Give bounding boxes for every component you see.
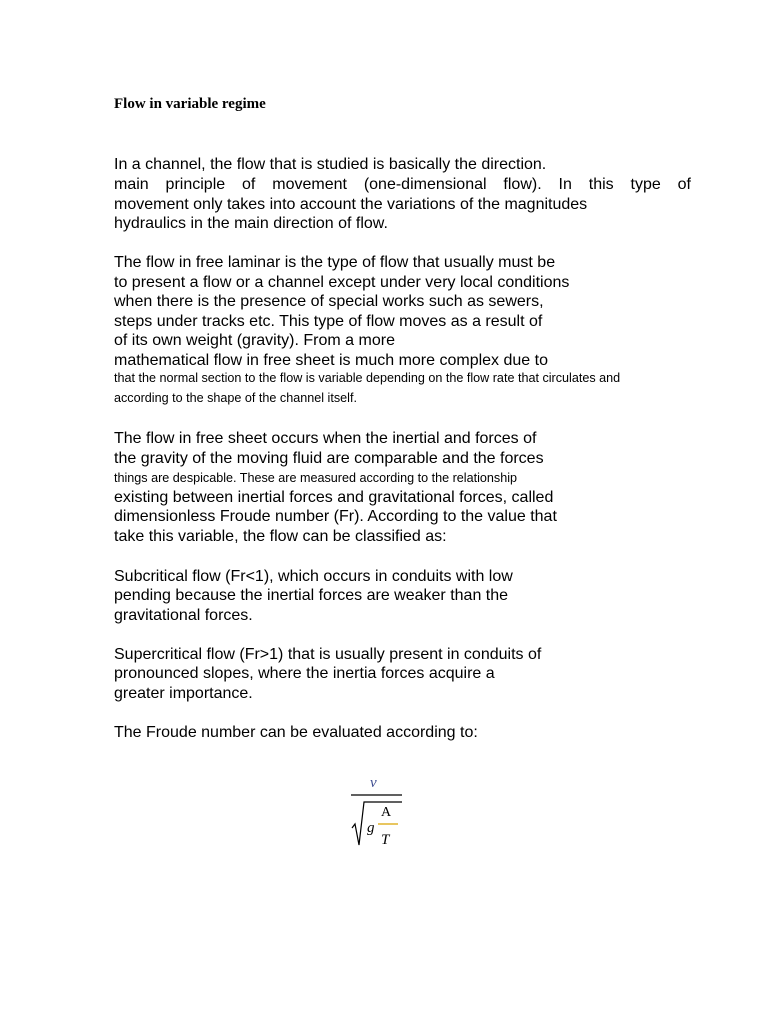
paragraph-3-line-2: the gravity of the moving fluid are comparable and the forces — [114, 450, 544, 467]
paragraph-1-line-4: hydraulics in the main direction of flow. — [114, 215, 388, 232]
paragraph-3-line-1: The flow in free sheet occurs when the inertial and forces of — [114, 430, 537, 447]
paragraph-2-line-5: of its own weight (gravity). From a more — [114, 332, 395, 349]
paragraph-3-line-3: things are despicable. These are measured according to the relationship — [114, 471, 518, 485]
paragraph-2-line-8: according to the shape of the channel itself. — [114, 391, 357, 405]
paragraph-2-line-1: The flow in free laminar is the type of flow that usually must be — [114, 254, 556, 271]
paragraph-1-line-2: main principle of movement (one-dimensional flow). In this type of — [114, 176, 691, 193]
paragraph-2-line-2: to present a flow or a channel except under very local conditions — [114, 274, 570, 291]
paragraph-5-line-2: pronounced slopes, where the inertia forces acquire a — [114, 665, 495, 682]
paragraph-6-line-1: The Froude number can be evaluated according to: — [114, 724, 478, 741]
paragraph-4-line-3: gravitational forces. — [114, 607, 253, 624]
paragraph-2-line-7: that the normal section to the flow is variable depending on the flow rate that circulates and — [114, 371, 621, 385]
paragraph-2-line-4: steps under tracks etc. This type of flow moves as a result of — [114, 313, 543, 330]
paragraph-2-line-6: mathematical flow in free sheet is much more complex due to — [114, 352, 548, 369]
formula-area: A — [381, 805, 392, 820]
paragraph-3-line-6: take this variable, the flow can be classified as: — [114, 528, 447, 545]
paragraph-2-line-3: when there is the presence of special works such as sewers, — [114, 293, 544, 310]
paragraph-1-line-1: In a channel, the flow that is studied is basically the direction. — [114, 156, 547, 173]
paragraph-3-line-5: dimensionless Froude number (Fr). According to the value that — [114, 508, 557, 525]
formula-gravity: g — [367, 820, 375, 836]
paragraph-5-line-1: Supercritical flow (Fr>1) that is usually present in conduits of — [114, 646, 542, 663]
document-heading: Flow in variable regime — [114, 96, 266, 112]
froude-formula — [346, 772, 408, 852]
froude-formula-svg — [346, 772, 408, 852]
paragraph-4-line-1: Subcritical flow (Fr<1), which occurs in conduits with low — [114, 568, 513, 585]
formula-velocity: v — [370, 775, 377, 791]
paragraph-3-line-4: existing between inertial forces and gravitational forces, called — [114, 489, 554, 506]
paragraph-5-line-3: greater importance. — [114, 685, 253, 702]
paragraph-1-line-3: movement only takes into account the variations of the magnitudes — [114, 196, 588, 213]
formula-width: T — [381, 832, 390, 848]
paragraph-4-line-2: pending because the inertial forces are weaker than the — [114, 587, 509, 604]
